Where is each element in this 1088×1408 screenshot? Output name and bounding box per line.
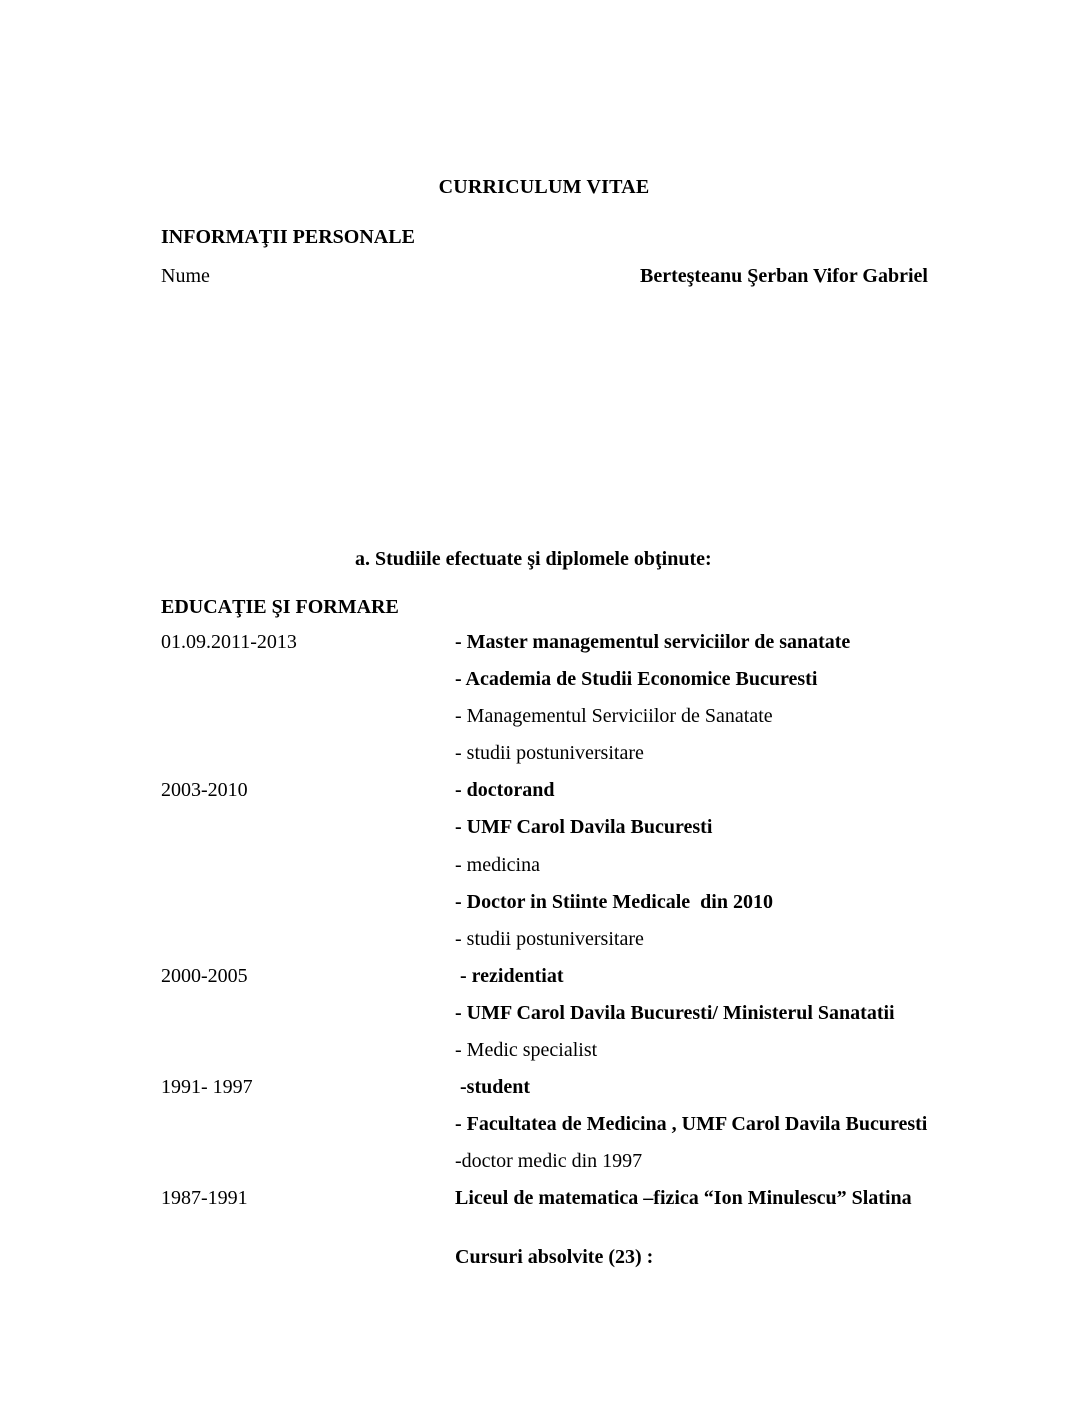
courses-completed-line: Cursuri absolvite (23) : <box>455 1246 654 1268</box>
education-period: 01.09.2011-2013 <box>161 631 297 653</box>
education-row <box>0 772 1088 809</box>
education-list <box>0 624 1088 1218</box>
education-detail: Liceul de matematica –fizica “Ion Minulescu” Slatina <box>455 1187 912 1210</box>
education-row <box>0 921 1088 958</box>
education-detail: - rezidentiat <box>455 964 564 987</box>
education-row <box>0 809 1088 846</box>
education-detail: - Doctor in Stiinte Medicale din 2010 <box>455 890 773 913</box>
education-detail: - Managementul Serviciilor de Sanatate <box>455 705 773 728</box>
education-detail: - studii postuniversitare <box>455 742 644 765</box>
education-row <box>0 1143 1088 1180</box>
education-detail: - doctorand <box>455 779 555 802</box>
education-row <box>0 995 1088 1032</box>
education-row <box>0 1106 1088 1143</box>
name-label: Nume <box>161 265 210 287</box>
education-row <box>0 1180 1088 1217</box>
education-row <box>0 661 1088 698</box>
education-detail: -student <box>455 1076 531 1099</box>
document-title: CURRICULUM VITAE <box>438 176 650 198</box>
education-detail: - UMF Carol Davila Bucuresti <box>455 816 713 839</box>
studies-heading: a. Studiile efectuate şi diplomele obţinute: <box>355 548 712 570</box>
education-period: 2000-2005 <box>161 964 248 987</box>
education-detail: - studii postuniversitare <box>455 927 644 950</box>
education-detail: - Master managementul serviciilor de sanatate <box>455 631 851 653</box>
education-row <box>0 698 1088 735</box>
education-detail: - UMF Carol Davila Bucuresti/ Ministerul Sanatatii <box>455 1001 895 1024</box>
education-detail: -doctor medic din 1997 <box>455 1150 643 1173</box>
education-period: 2003-2010 <box>161 779 248 802</box>
education-row <box>0 958 1088 995</box>
education-detail: - Facultatea de Medicina , UMF Carol Davila Bucuresti <box>455 1113 928 1136</box>
education-row <box>0 624 1088 661</box>
education-row <box>0 1069 1088 1106</box>
name-value: Berteşteanu Şerban Vifor Gabriel <box>640 265 928 287</box>
education-detail: - Academia de Studii Economice Bucuresti <box>455 668 818 691</box>
education-row <box>0 1032 1088 1069</box>
education-period: 1991- 1997 <box>161 1076 253 1099</box>
personal-info-heading: INFORMAŢII PERSONALE <box>161 226 415 248</box>
education-row <box>0 847 1088 884</box>
education-period: 1987-1991 <box>161 1187 248 1210</box>
education-detail: - Medic specialist <box>455 1039 598 1062</box>
education-row <box>0 884 1088 921</box>
education-row <box>0 735 1088 772</box>
education-detail: - medicina <box>455 853 540 876</box>
education-heading: EDUCAŢIE ŞI FORMARE <box>161 596 399 618</box>
